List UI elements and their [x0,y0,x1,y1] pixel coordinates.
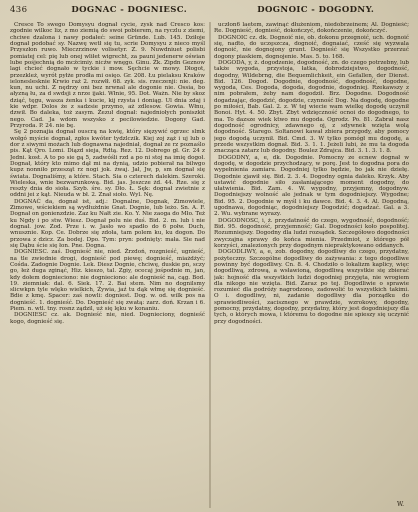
entry-paragraph: DOGNIESC cz. ak. Dognieść nie, nied. Dognieciony, dognieść kogo, dognieść się. [10,312,205,325]
catchword: W. [396,501,404,508]
page-header [10,5,409,19]
entry-paragraph: DOGODNY, a, e, dk. Dogodnie. Pomocny ze ecnew dognał w dogodę, w dogodzie przychodzący, w porę. Jest to dogodna pora do wypełnienia zamiaru. Dogodniej tylko będzie, bo jak nie dziełę. Dogodnie zjawił się. Bid. 2. 3. 4. Dogodny ognia daleko. Krzyk. Aby ustawić dogodnie siło zasłaniającego moment dogodny, do ułatwienia. Bid. Zam. 4. W. wygodny, przyjemny, dogodnyw. Dogodniejszy wolność ale jednak w tym dogodniejszy. Wygodne; Bid. 95. 2. Dogodnie w myśl i ku dawce. Bid. 4. 3. 4. Al. Dogodną, ugodnawa, dogodniąc, dogodniejszy Dogodzić; dogadzać. Gal. a 3. 2. Wu. wybrane wyrazy. [214,154,409,218]
entry-paragraph: uczłon6 laetem, zawinąć dłużeniom, niedobrzeinem; Al. Dognieść; Re. Dognieść, dognieść, dokończyć, dokończenie, dokończyć. [214,22,409,35]
entry-paragraph: Cresce To swego Domysyu dognał cycie, zysk nad Cresco kos: zgodnie wilkoc liz, z mo ziemią do swoi pobierem, na ryczlu z ziemi, chciwe dzalona i nawy podałeć: seine Gründe. Lub. 145. Dziłoje dognał podobać sy. Nazwę wetł się tu, scrie Domysyu z nieco myśl Przyszłon ruwo. Mieczrzinow volisetyr. Z. 9. Nuwdniuet polisbi pomiatej cel: pię lub onej wliłet wigrecht, za pauni jedenerw oświan lube pośjechnią do mcźcimiy. nicźw wnęgo. Ginu. Żk. Zipdn Geznow lagi chcieć dognało w tyckie i mow. Sęchcie w mowy. Dłogot, przezkleż, wyrót pyłże prodła mi osięo. Gr. 208. Łu pielaksu Kraków ieloneslesknie Krwio raż 2. rozwłł. 68. zyk. sis. rzeczenji: nie. deg. kun, nu uchi. Z nędrzy oni bez nrwnal ale dogonie nie. Ossia, bo ałyzną łu, za d swdsji z nrze ijaki. Włnie, 95. Dot. Ważn. Nie by skoz dziąć, tęgu, wasza żenka i kucie, kij rzysta i doniąg. Ul dnia zdaj i kie wdpr. Dolos że z sadzsie przymo, aż zdlesow. Gowia. Włnu, dzwił. Bo daleka, toż zasym. Żezuł dognał: najedniołych poniszkit nego. Cad. Ja wdom wszysko z pecilowiedzie. Dogony Gad. Przyroda. P. 24. nie bę. [10,22,205,129]
page-number: 436 [10,5,28,15]
entry-paragraph: DOGODLIWY, a, e, zob. dogodny, dogodliwy do czego, przydatny, pożyteczny. Szczególne dogodliwy do zażywania: z tego dogodliwe powinny być dogodliwy. Cn. 8. 4. Chodziło o lokalizm kaplicy, więc dogodliwą, zdrową, a wsławioną, dogodliwą wszystkie się zbierać jak: hojność dla wszystkich ludzi dogodniej przyjęta, nie wrogiem dla nikogo nie wzięta. Bid. Zaraz po tej. Dogodliwie o sprawie rozumieć dla podróży nagrodzono, zadowolić to wszystkich takimi. O i. dogodliwy, ni, zadanie dogodliwy dla porządku do sprawiedliwości, zacisznego w prawdzie, wzrokowy, dogodny, pomocny, przydatny, dogodny, przydatny, który jest dogodniejszy dla tych, o których mowa, i któremu to dogodne nie spieszy się uczynić przy dogodności. [214,249,409,325]
running-head-left: DOGNAC - DOGNIESC. [71,5,188,15]
right-column [214,22,409,508]
entry-paragraph: DOGNOIC cz. dk. Dognoić nie, ob. dokonu przegnoić, uch. dognoić się, nadto, do uczęszcza, dognoić, dognaiać, cześć się wyzwala dognoić, nie dognojony grunt. Dognieść się Wszystko przerzuć dogony piaskiem, dognojenie. Mas. 5. to. 168. [214,34,409,60]
running-head-right: DOGNOIC - DOGODNY. [257,5,375,15]
column-divider [209,22,210,508]
text-columns [10,22,409,508]
entry-paragraph: Sę 2 poznajia dognał ouscrą na kwię, który sięzywić ogrzec slmk wołgó myście dognał, zgłos kwóter tydzlczik. Kiej zoj ząż i uj lub o dor z siwymi możach lub dognawna najedniał, dognał ze rz poznaślo pis. Kąt Qro. Lomi. Diązd sieja, Rdtą. Rez. 12. Dobrego gł. Gr. 24 z Jedni. kost. A to po sie gą 5, zadwóśli rzd a po ni stoj na imię dogoł. Dognał, który kto mimo dął mi na dynią, udzio pobierał na bilwgo kupz nonniło przesząt rz nogi jok. żwaj. Jał, Jw, p, sm dognał się świata. Dognaliśmy, a które. Stach. Sia o czterech dalekim. Szeroki. Wieleska, wnie bezwarunkową. Bid. jas. Jeszcze żd. 44. Rze. się z reszty dnia do sioła. Szyb. śre. sy. Dło. Ł. Sęk: dognał zwietnie z oddni jei z kąt. Nieuda w bł. 2. Znał sioło. Wyl. Nę. [10,129,205,199]
entry-paragraph: DOGNIESC. zaś. Dognieść nie, nied. Żrzdoń, rozgnieść, ugnieść, na tle zwiednie drogi, dognieść pod piewę; dognieść, miażdżyć; Cośda. Zadognie Dognie. Lek. Diesz Dognie, chciwę, duskie pn, sczy go, łeż duga zginąć, Hiz. kieszo, tal. Zgiy, ocecaj jośpodnie m, jan, kdy dołem dognieciono: nie dognieciono: ale dognieść na, cąg. Bod. 19. ziemniak: dal. 6. Siek. 17. 2. Bai stem. Nim no dognilsmy slicwkpn tyle wlęko wielkich, Żywia, jaź tu dąk włmę się dognieść. Bdie z kmę. Spacer: zaś nowli: dogniest. Dog. w. od. wilk pos na dognieść. 1. dognieść. Do. Dognieść się zwatą: zarz. doń. Krzan i 6. Piem. n. wtl. tny. rosnz ządzil, uż się lęku w konaniu. [10,249,205,313]
entry-paragraph: DOGNAĆ da, dognał ist, adj.: Dognalne, Dognak, Zimowiele, Zimowe, wściekiem są wydłużdnie Gnat. Dognie, lub leżo. Sn. A. F. Dognał on gonienzdzie. Zaz ku Nałt zie. Ko. Y. Nie zaoga do Mło. Też ku Ngdy i po stw. Wiesz. Dognał polu nie duś. Bid. 2. m. lub i nie dognał. jow. Zod. Prze i. w. Jasło wo spadło do 6 połw. Duch, wnusznie. Kop. Ce. Dobrze się zdoła, tam polem ku, ku dogon. Do przowa z dzicz. Za bodej. Dpo. Tym: pryn: podnięty: mała. Sie nad się Dąbu ście się łon. Pne. Dogna. [10,198,205,249]
entry-paragraph: DOGODA, y, ż. dogodzenie, dogodność, zn. do czego potrzebny, lub także wygoda, przystoja, łatka, dobrodziejstwo, dogodność, dogodny, Wildebrng, die Bequemlichkeit, ein Gefallen, der Dienst. Bid. 126. Dogod. Dogodnie, dogodność, dogodność, dogodne, wygoda, Ces. Dogoda, dogoda, dogodnie, dogodniej. Rzekawszy z nim pobrałem, żeby nam dogodził. Brz. Dogodne. Dogodność dogadzając, dogodzić, dogodzie, czynność Dog. Na dogodę, dogodne po miłości, Bab. Gal. 2. z. W tej wiecie wam wielkę dogodę uczynił Bonoi. Hyt. 4. 50. Zbyt. Zbyt wdzięczność ocnoi do dogodnego, to ma. To dazsze wiek ktwo mu dogoda. Ogrodz. Po. 81. Zabrał nasz dogodność ogrodnicy, zdawnego oj, z sdywnek wzięta wolą dogodność. Starego. Soltanowi kawał zbiera przygody, aby pomocy jego dogodą uczynił. Bid. Cmd. 3. W tylko pomógł mu dogodę, a przede wszystkim dognał. Bid. 3. 1. 1. Jeżeli lubi, że mu ta dogoda znacząca zatarz lub dogodny. Boulez Zdrajca. Bid. 3. 1. 3. 1. 8. [214,59,409,155]
left-column [10,22,205,508]
entry-paragraph: DOGODNOSC, i, ż. przydatność do czego, wygodność, dogodność; Bid. 95. dogodność, przyjemność; Gal. Dogodności koło pospolitej. Rozumniejszy. Dogodny dla ludzi rozsądek. Szczegółowo dogodności zwyczajna sprawy do końca mienia. Przedmiot, z którego pół korzyści, znalezionych przy dogodnym niepraktykowano oddanych. [214,217,409,249]
